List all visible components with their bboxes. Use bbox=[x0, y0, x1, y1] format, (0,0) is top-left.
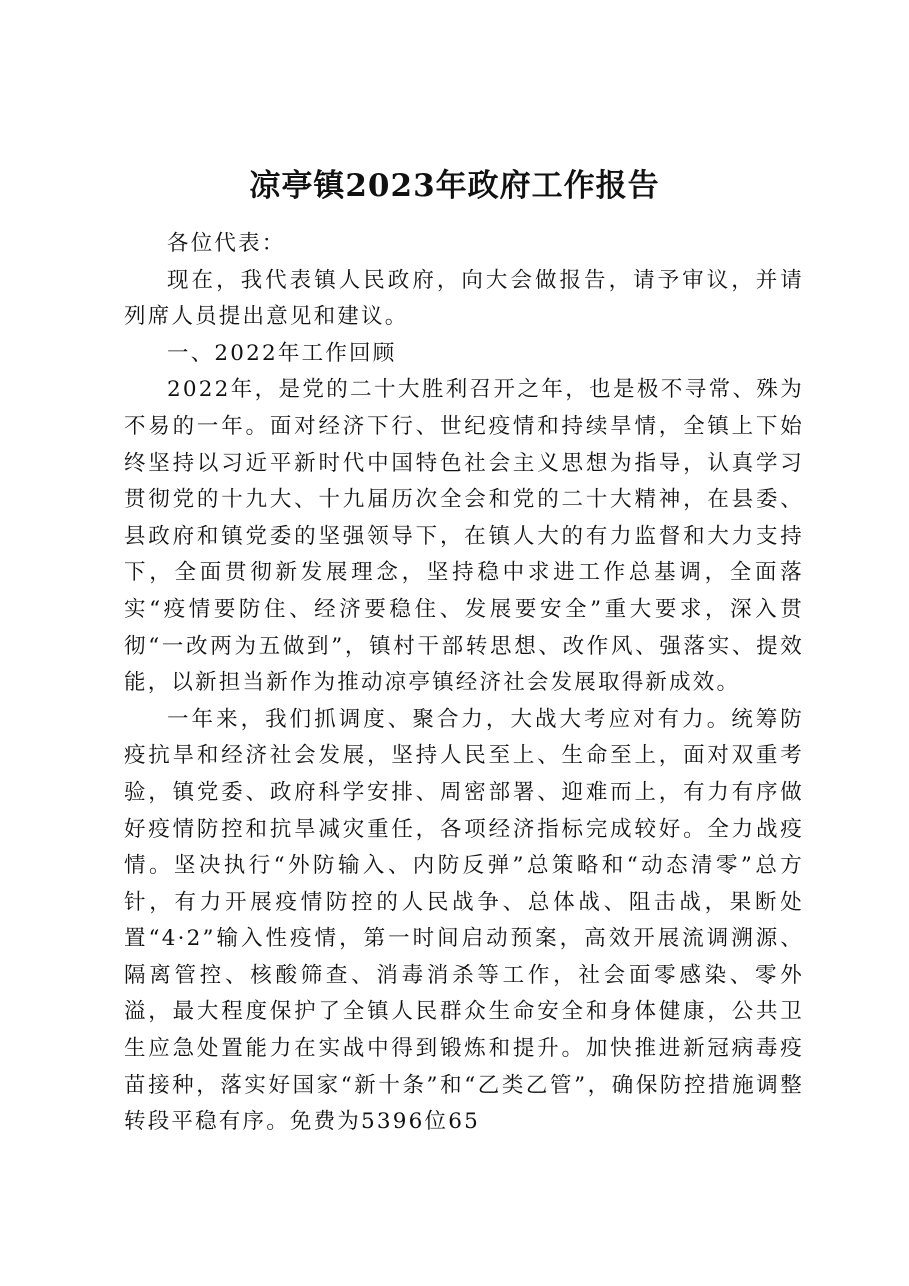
review-paragraph: 2022年，是党的二十大胜利召开之年，也是极不寻常、殊为不易的一年。面对经济下行、世纪疫情和持续旱情，全镇上下始终坚持以习近平新时代中国特色社会主义思想为指导，认真学习贯彻党的十九大、十九届历次全会和党的二十大精神，在县委、县政府和镇党委的坚强领导下，在镇人大的有力监督和大力支持下，全面贯彻新发展理念，坚持稳中求进工作总基调，全面落实“疫情要防住、经济要稳住、发展要安全”重大要求，深入贯彻“一改两为五做到”，镇村干部转思想、改作风、强落实、提效能，以新担当新作为推动凉亭镇经济社会发展取得新成效。 bbox=[124, 377, 804, 696]
year-summary-paragraph: 一年来，我们抓调度、聚合力，大战大考应对有力。统筹防疫抗旱和经济社会发展，坚持人民至上、生命至上，面对双重考验，镇党委、政府科学安排、周密部署、迎难而上，有力有序做好疫情防控和抗旱减灾重任，各项经济指标完成较好。全力战疫情。坚决执行“外防输入、内防反弹”总策略和“动态清零”总方针，有力开展疫情防控的人民战争、总体战、阻击战，果断处置“4·2”输入性疫情，第一时间启动预案，高效开展流调溯源、隔离管控、核酸筛查、消毒消杀等工作，社会面零感染、零外溢，最大程度保护了全镇人民群众生命安全和身体健康，公共卫生应急处置能力在实战中得到锻炼和提升。加快推进新冠病毒疫苗接种，落实好国家“新十条”和“乙类乙管”，确保防控措施调整转段平稳有序。免费为5396位65 bbox=[124, 706, 804, 1135]
document-body bbox=[124, 226, 804, 1141]
document-title: 凉亭镇2023年政府工作报告 bbox=[249, 168, 660, 204]
salutation-paragraph: 各位代表： bbox=[167, 231, 286, 256]
section-heading: 一、2022年工作回顾 bbox=[167, 340, 397, 366]
intro-paragraph: 现在，我代表镇人民政府，向大会做报告，请予审议，并请列席人员提出意见和建议。 bbox=[124, 267, 804, 330]
